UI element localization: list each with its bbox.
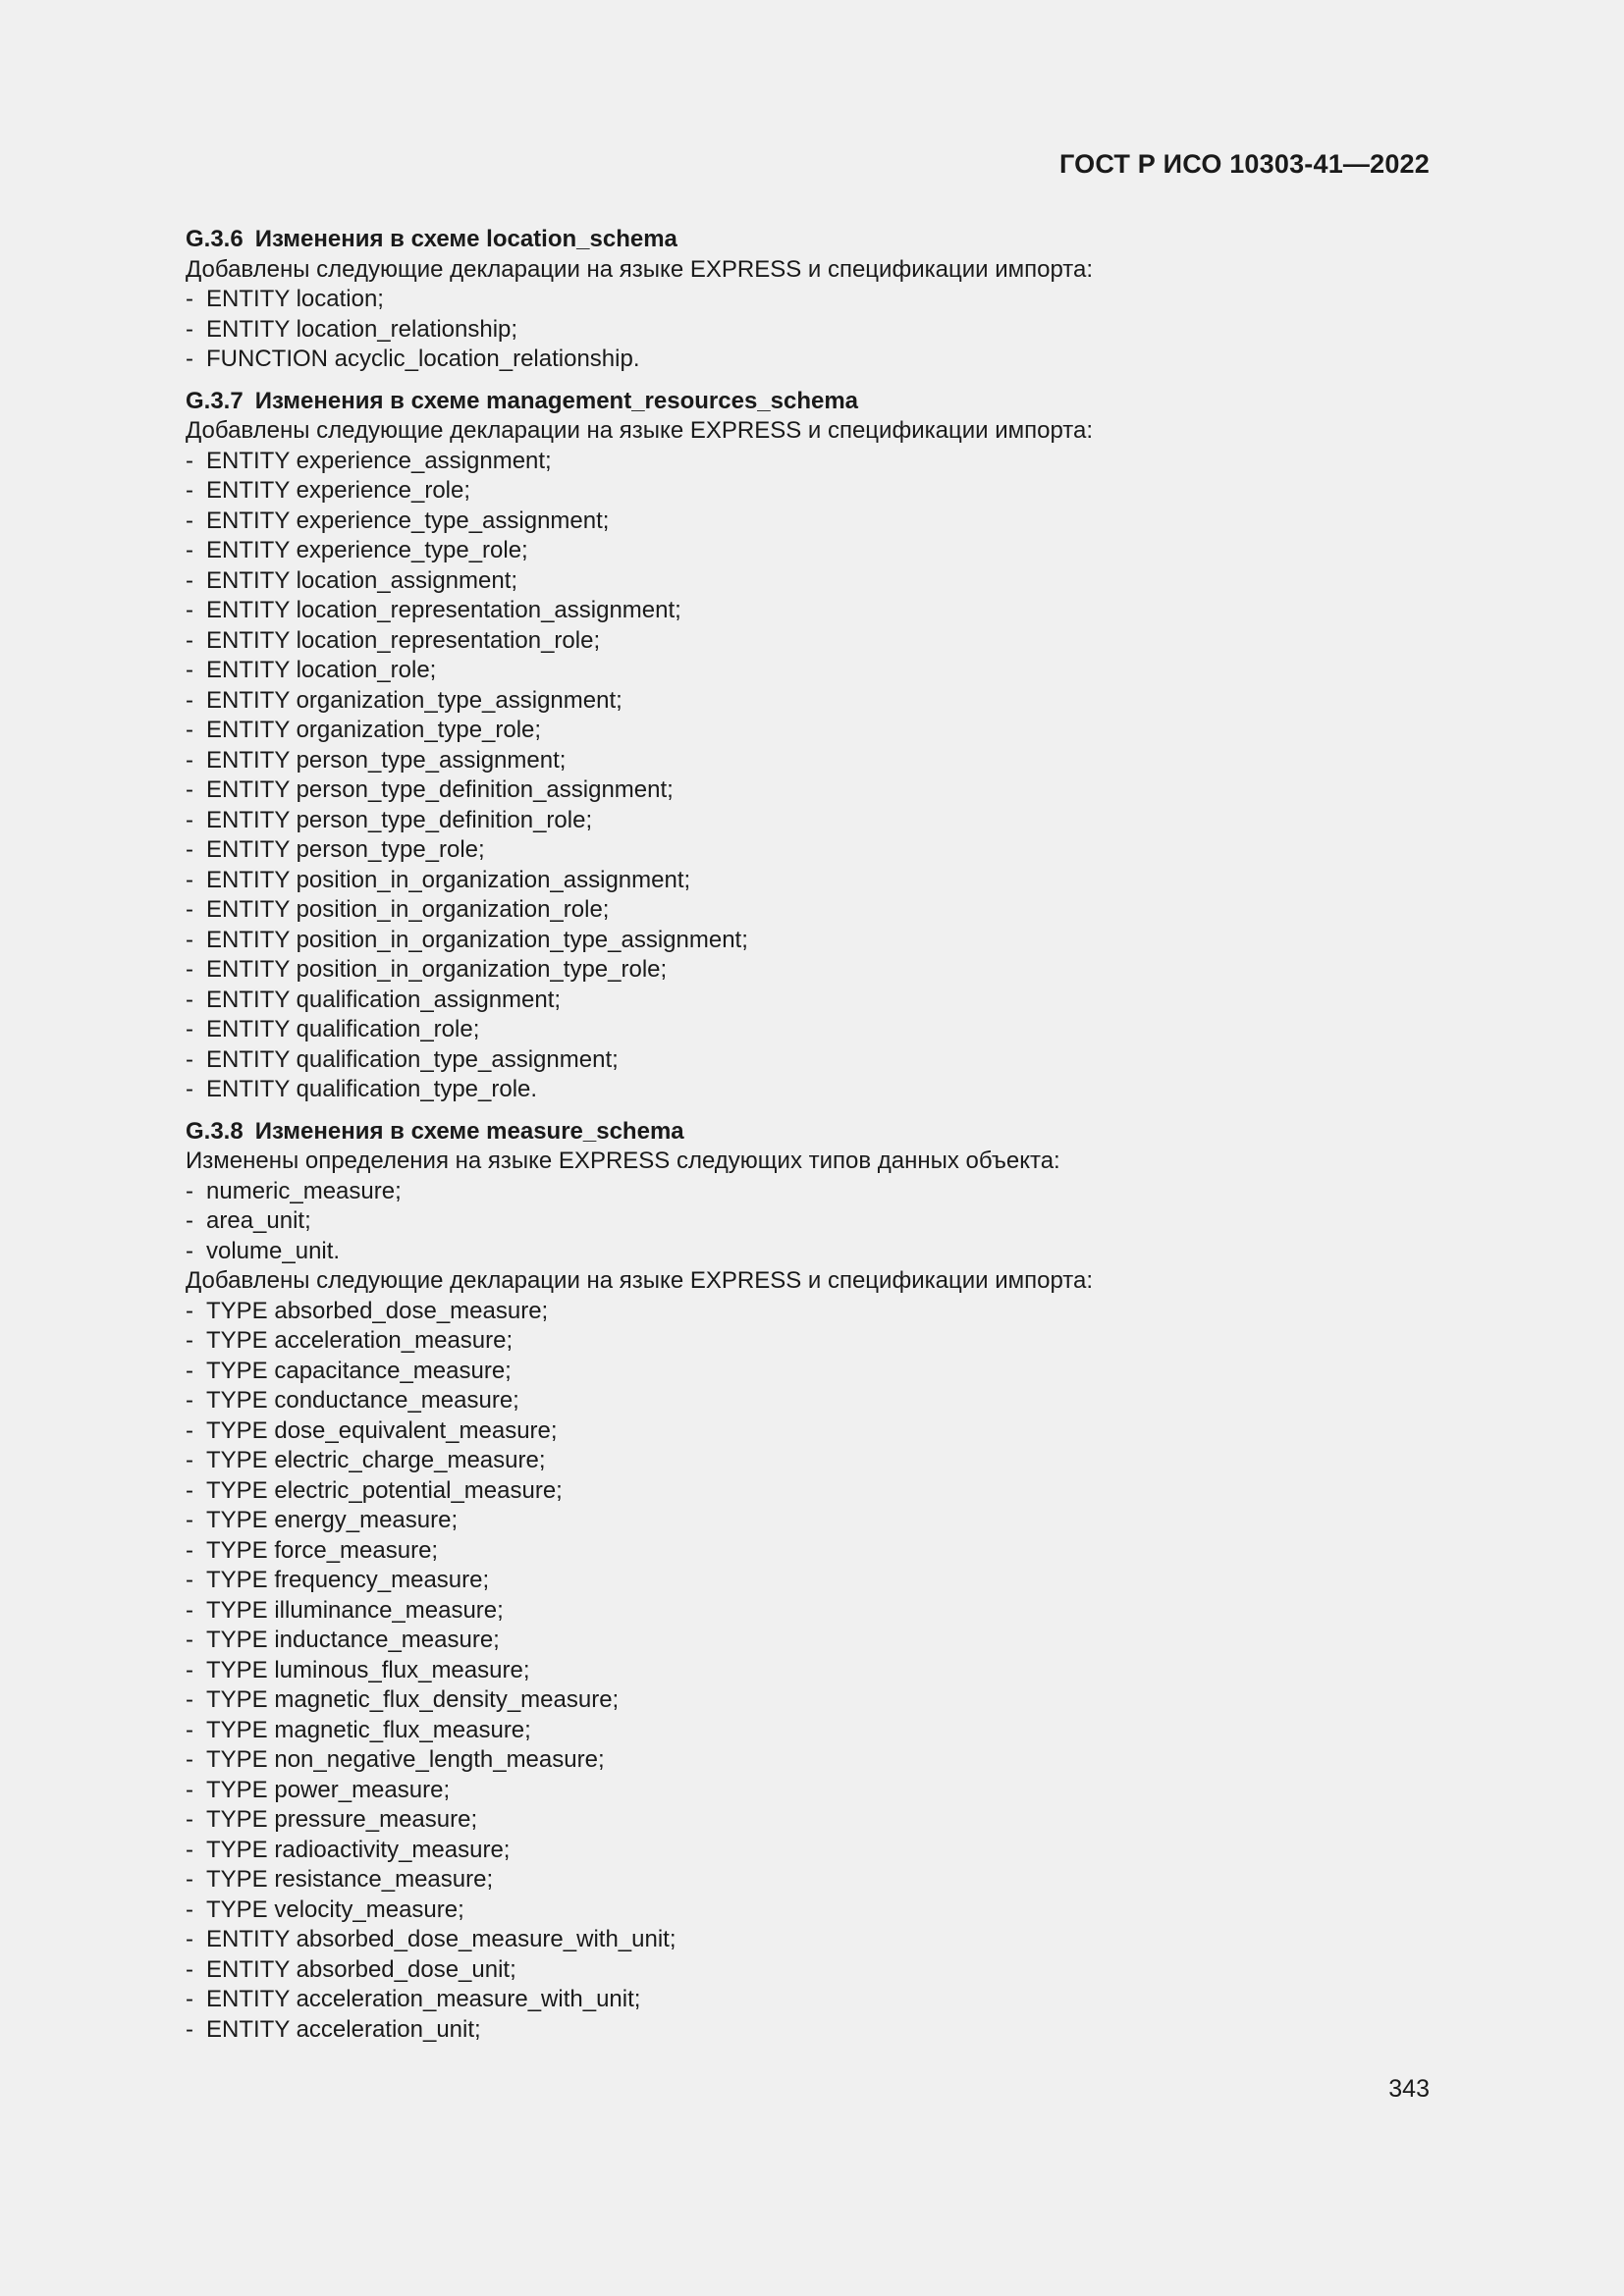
list-item: - ENTITY location_representation_role; — [186, 626, 1442, 657]
list-item: - ENTITY location_representation_assignment; — [186, 596, 1442, 626]
list-item: - volume_unit. — [186, 1237, 1442, 1267]
list-item: - TYPE force_measure; — [186, 1536, 1442, 1567]
list-item: - area_unit; — [186, 1206, 1442, 1237]
paragraph: Добавлены следующие декларации на языке EXPRESS и спецификации импорта: — [186, 255, 1094, 283]
list-item: - FUNCTION acyclic_location_relationship. — [186, 345, 1442, 375]
list-item: - TYPE electric_charge_measure; — [186, 1446, 1442, 1476]
list-item: - ENTITY experience_role; — [186, 476, 1442, 507]
list-item: - ENTITY person_type_role; — [186, 835, 1442, 866]
list-item: - TYPE electric_potential_measure; — [186, 1476, 1442, 1507]
list-item: - ENTITY organization_type_assignment; — [186, 686, 1442, 717]
section-heading — [186, 1117, 1442, 1148]
list-item: - TYPE illuminance_measure; — [186, 1596, 1442, 1627]
paragraph: Добавлены следующие декларации на языке EXPRESS и спецификации импорта: — [186, 417, 1094, 444]
list-item: - ENTITY experience_type_assignment; — [186, 507, 1442, 537]
list-item: - ENTITY acceleration_measure_with_unit; — [186, 1985, 1442, 2015]
list-item: - ENTITY person_type_definition_role; — [186, 806, 1442, 836]
section-title: Изменения в схеме measure_schema — [254, 1117, 684, 1145]
list-item: - TYPE energy_measure; — [186, 1506, 1442, 1536]
section-title: Изменения в схеме management_resources_schema — [254, 387, 859, 414]
list-item: - ENTITY experience_type_role; — [186, 536, 1442, 566]
list-item: - ENTITY acceleration_unit; — [186, 2015, 1442, 2046]
list-item: - TYPE capacitance_measure; — [186, 1357, 1442, 1387]
section-number: G.3.6 — [186, 226, 244, 252]
section-g-3-8 — [186, 1117, 1442, 2046]
list-item: - TYPE radioactivity_measure; — [186, 1836, 1442, 1866]
list-item: - TYPE acceleration_measure; — [186, 1326, 1442, 1357]
list-item: - TYPE magnetic_flux_measure; — [186, 1716, 1442, 1746]
paragraph: Изменены определения на языке EXPRESS следующих типов данных объекта: — [186, 1148, 1060, 1174]
list-item: - numeric_measure; — [186, 1177, 1442, 1207]
section-g-3-7 — [186, 387, 1442, 1105]
list-item: - ENTITY absorbed_dose_measure_with_unit; — [186, 1925, 1442, 1955]
document-header: ГОСТ Р ИСО 10303-41—2022 — [1059, 149, 1430, 179]
declaration-list — [186, 1297, 1442, 2046]
declaration-list — [186, 285, 1442, 375]
list-item: - TYPE luminous_flux_measure; — [186, 1656, 1442, 1686]
section-number: G.3.7 — [186, 387, 244, 414]
list-item: - ENTITY position_in_organization_type_role; — [186, 955, 1442, 986]
list-item: - ENTITY location; — [186, 285, 1442, 315]
list-item: - TYPE frequency_measure; — [186, 1566, 1442, 1596]
declaration-list — [186, 447, 1442, 1105]
section-g-3-6 — [186, 225, 1442, 375]
section-number: G.3.8 — [186, 1117, 244, 1145]
list-item: - TYPE pressure_measure; — [186, 1805, 1442, 1836]
list-item: - TYPE resistance_measure; — [186, 1865, 1442, 1896]
section-heading — [186, 387, 1442, 417]
list-item: - ENTITY location_assignment; — [186, 566, 1442, 597]
list-item: - ENTITY qualification_type_role. — [186, 1075, 1442, 1105]
paragraph: Добавлены следующие декларации на языке EXPRESS и спецификации импорта: — [186, 1267, 1094, 1294]
list-item: - TYPE absorbed_dose_measure; — [186, 1297, 1442, 1327]
list-item: - ENTITY qualification_assignment; — [186, 986, 1442, 1016]
list-item: - TYPE dose_equivalent_measure; — [186, 1416, 1442, 1447]
section-title: Изменения в схеме location_schema — [254, 226, 677, 252]
list-item: - TYPE conductance_measure; — [186, 1386, 1442, 1416]
list-item: - ENTITY person_type_assignment; — [186, 746, 1442, 776]
list-item: - ENTITY absorbed_dose_unit; — [186, 1955, 1442, 1986]
document-body — [186, 225, 1442, 2045]
list-item: - TYPE power_measure; — [186, 1776, 1442, 1806]
list-item: - ENTITY person_type_definition_assignment; — [186, 775, 1442, 806]
list-item: - TYPE magnetic_flux_density_measure; — [186, 1685, 1442, 1716]
list-item: - ENTITY qualification_role; — [186, 1015, 1442, 1045]
list-item: - TYPE non_negative_length_measure; — [186, 1745, 1442, 1776]
list-item: - ENTITY qualification_type_assignment; — [186, 1045, 1442, 1076]
list-item: - ENTITY position_in_organization_type_assignment; — [186, 926, 1442, 956]
list-item: - ENTITY location_relationship; — [186, 315, 1442, 346]
list-item: - ENTITY position_in_organization_role; — [186, 895, 1442, 926]
list-item: - ENTITY position_in_organization_assignment; — [186, 866, 1442, 896]
section-heading — [186, 225, 1442, 255]
page-number: 343 — [1388, 2075, 1430, 2103]
list-item: - TYPE inductance_measure; — [186, 1626, 1442, 1656]
list-item: - ENTITY organization_type_role; — [186, 716, 1442, 746]
list-item: - TYPE velocity_measure; — [186, 1896, 1442, 1926]
list-item: - ENTITY location_role; — [186, 656, 1442, 686]
list-item: - ENTITY experience_assignment; — [186, 447, 1442, 477]
modified-type-list — [186, 1177, 1442, 1267]
